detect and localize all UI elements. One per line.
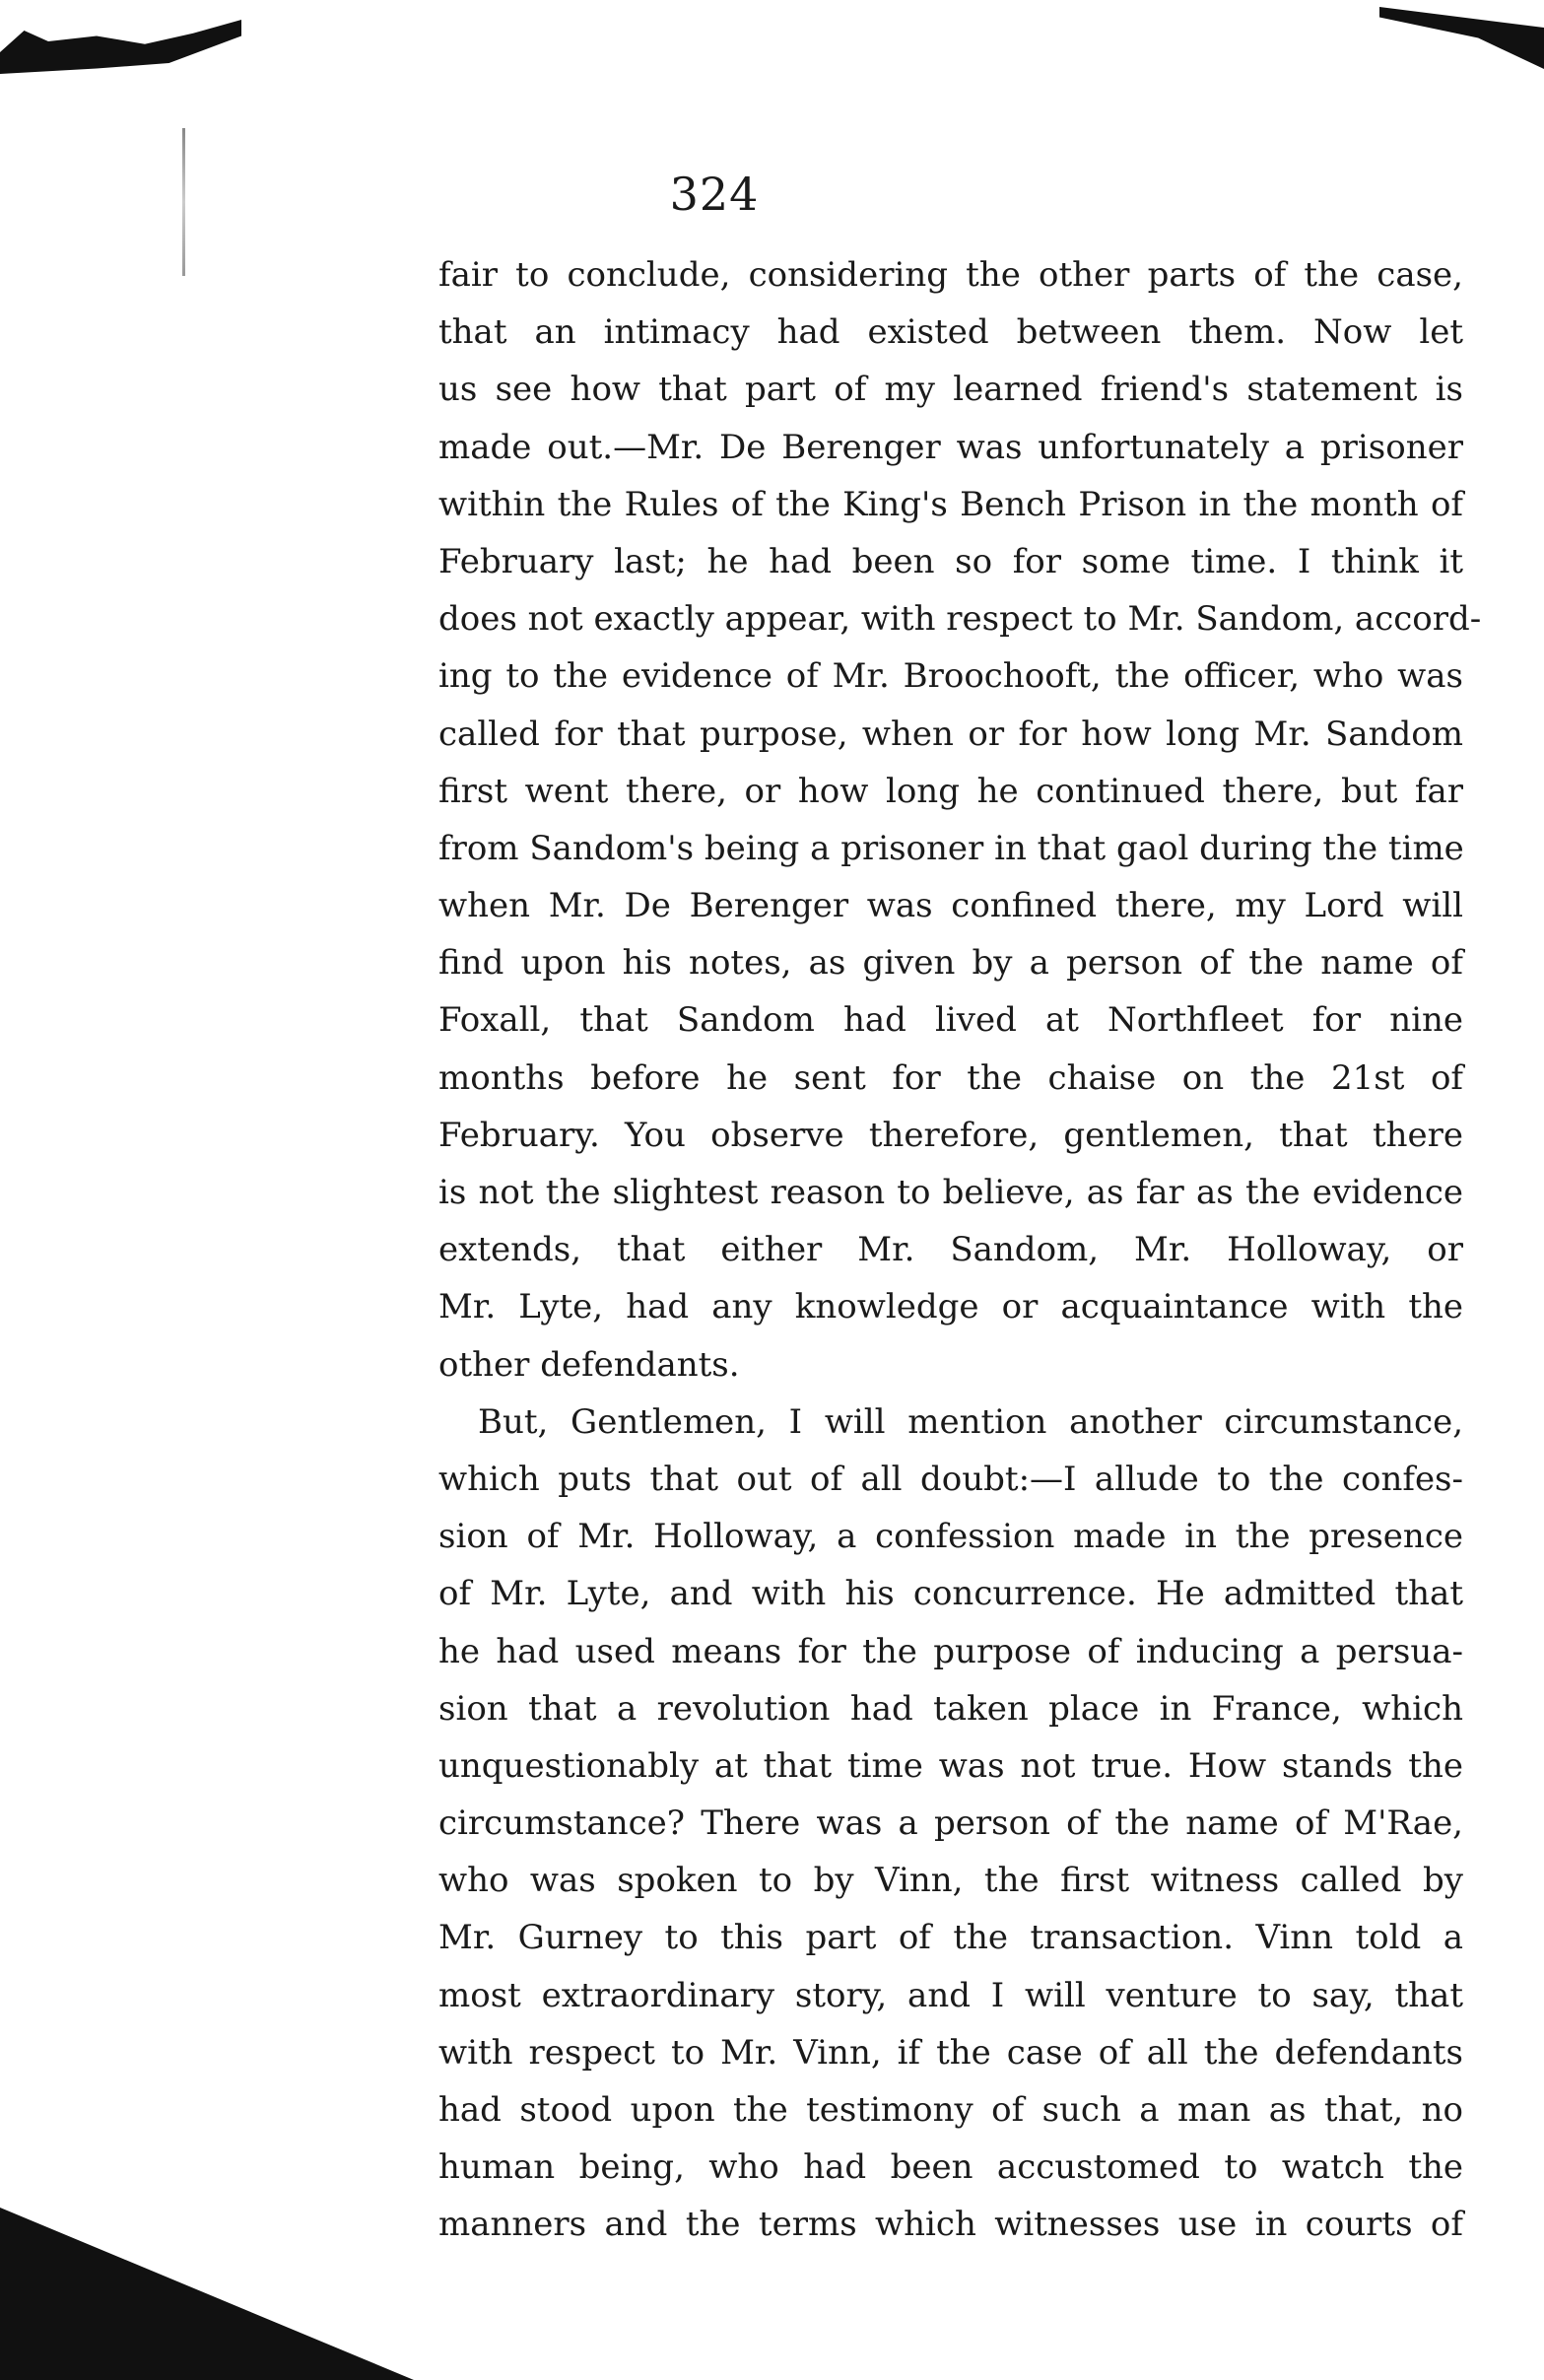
text-line: fair to conclude, considering the other parts of the case, bbox=[438, 255, 1463, 295]
text-line: with respect to Mr. Vinn, if the case of all the defendants bbox=[438, 2032, 1463, 2073]
paragraph-start-line: But, Gentlemen, I will mention another circumstance, bbox=[478, 1401, 1463, 1442]
text-line: made out.—Mr. De Berenger was unfortunately a prisoner bbox=[438, 427, 1463, 467]
text-line: months before he sent for the chaise on the 21st of bbox=[438, 1057, 1463, 1098]
text-line: February. You observe therefore, gentlemen, that there bbox=[438, 1115, 1463, 1155]
text-line: Mr. Lyte, had any knowledge or acquaintance with the bbox=[438, 1287, 1463, 1327]
text-line: is not the slightest reason to believe, as far as the evidence bbox=[438, 1173, 1463, 1212]
text-line: had stood upon the testimony of such a man as that, no bbox=[438, 2090, 1463, 2130]
text-line: us see how that part of my learned friend's statement is bbox=[438, 370, 1463, 410]
scan-edge-mark-top-right bbox=[1379, 0, 1544, 69]
text-line: first went there, or how long he continued there, but far bbox=[438, 771, 1463, 811]
text-line: circumstance? There was a person of the name of M'Rae, bbox=[438, 1803, 1463, 1844]
text-line: find upon his notes, as given by a person of the name of bbox=[438, 943, 1463, 984]
text-line: from Sandom's being a prisoner in that gaol during the time bbox=[438, 828, 1464, 868]
text-line: which puts that out of all doubt:—I allude to the confes- bbox=[438, 1459, 1463, 1499]
text-line: Mr. Gurney to this part of the transaction. Vinn told a bbox=[438, 1918, 1463, 1958]
text-line: February last; he had been so for some time. I think it bbox=[438, 541, 1463, 581]
text-line: called for that purpose, when or for how long Mr. Sandom bbox=[438, 714, 1463, 754]
text-line: Foxall, that Sandom had lived at Northfleet for nine bbox=[438, 1000, 1463, 1041]
text-line: when Mr. De Berenger was confined there, my Lord will bbox=[438, 886, 1463, 926]
scan-streak bbox=[182, 128, 185, 276]
scan-edge-mark-top-left bbox=[0, 20, 241, 74]
text-line: human being, who had been accustomed to watch the bbox=[438, 2147, 1463, 2188]
page-number: 324 bbox=[669, 168, 760, 221]
text-line: sion that a revolution had taken place in France, which bbox=[438, 1688, 1463, 1729]
text-line: extends, that either Mr. Sandom, Mr. Holloway, or bbox=[438, 1230, 1463, 1270]
text-line: he had used means for the purpose of inducing a persua- bbox=[438, 1631, 1463, 1671]
text-line: most extraordinary story, and I will venture to say, that bbox=[438, 1975, 1463, 2015]
paragraph-end-line: other defendants. bbox=[438, 1344, 740, 1385]
scan-edge-mark-bottom-left bbox=[0, 2208, 414, 2380]
text-line: ing to the evidence of Mr. Broochooft, the officer, who was bbox=[438, 656, 1463, 697]
text-line: sion of Mr. Holloway, a confession made in the presence bbox=[438, 1517, 1463, 1557]
text-line: manners and the terms which witnesses use in courts of bbox=[438, 2205, 1463, 2245]
text-line: who was spoken to by Vinn, the first witness called by bbox=[438, 1861, 1463, 1901]
text-line: that an intimacy had existed between them. Now let bbox=[438, 312, 1463, 353]
text-line: unquestionably at that time was not true. How stands the bbox=[438, 1745, 1463, 1786]
text-line: does not exactly appear, with respect to Mr. Sandom, accord- bbox=[438, 599, 1482, 640]
text-line: within the Rules of the King's Bench Prison in the month of bbox=[438, 484, 1463, 524]
body-text bbox=[438, 246, 1482, 2254]
text-line: of Mr. Lyte, and with his concurrence. He admitted that bbox=[438, 1574, 1463, 1614]
